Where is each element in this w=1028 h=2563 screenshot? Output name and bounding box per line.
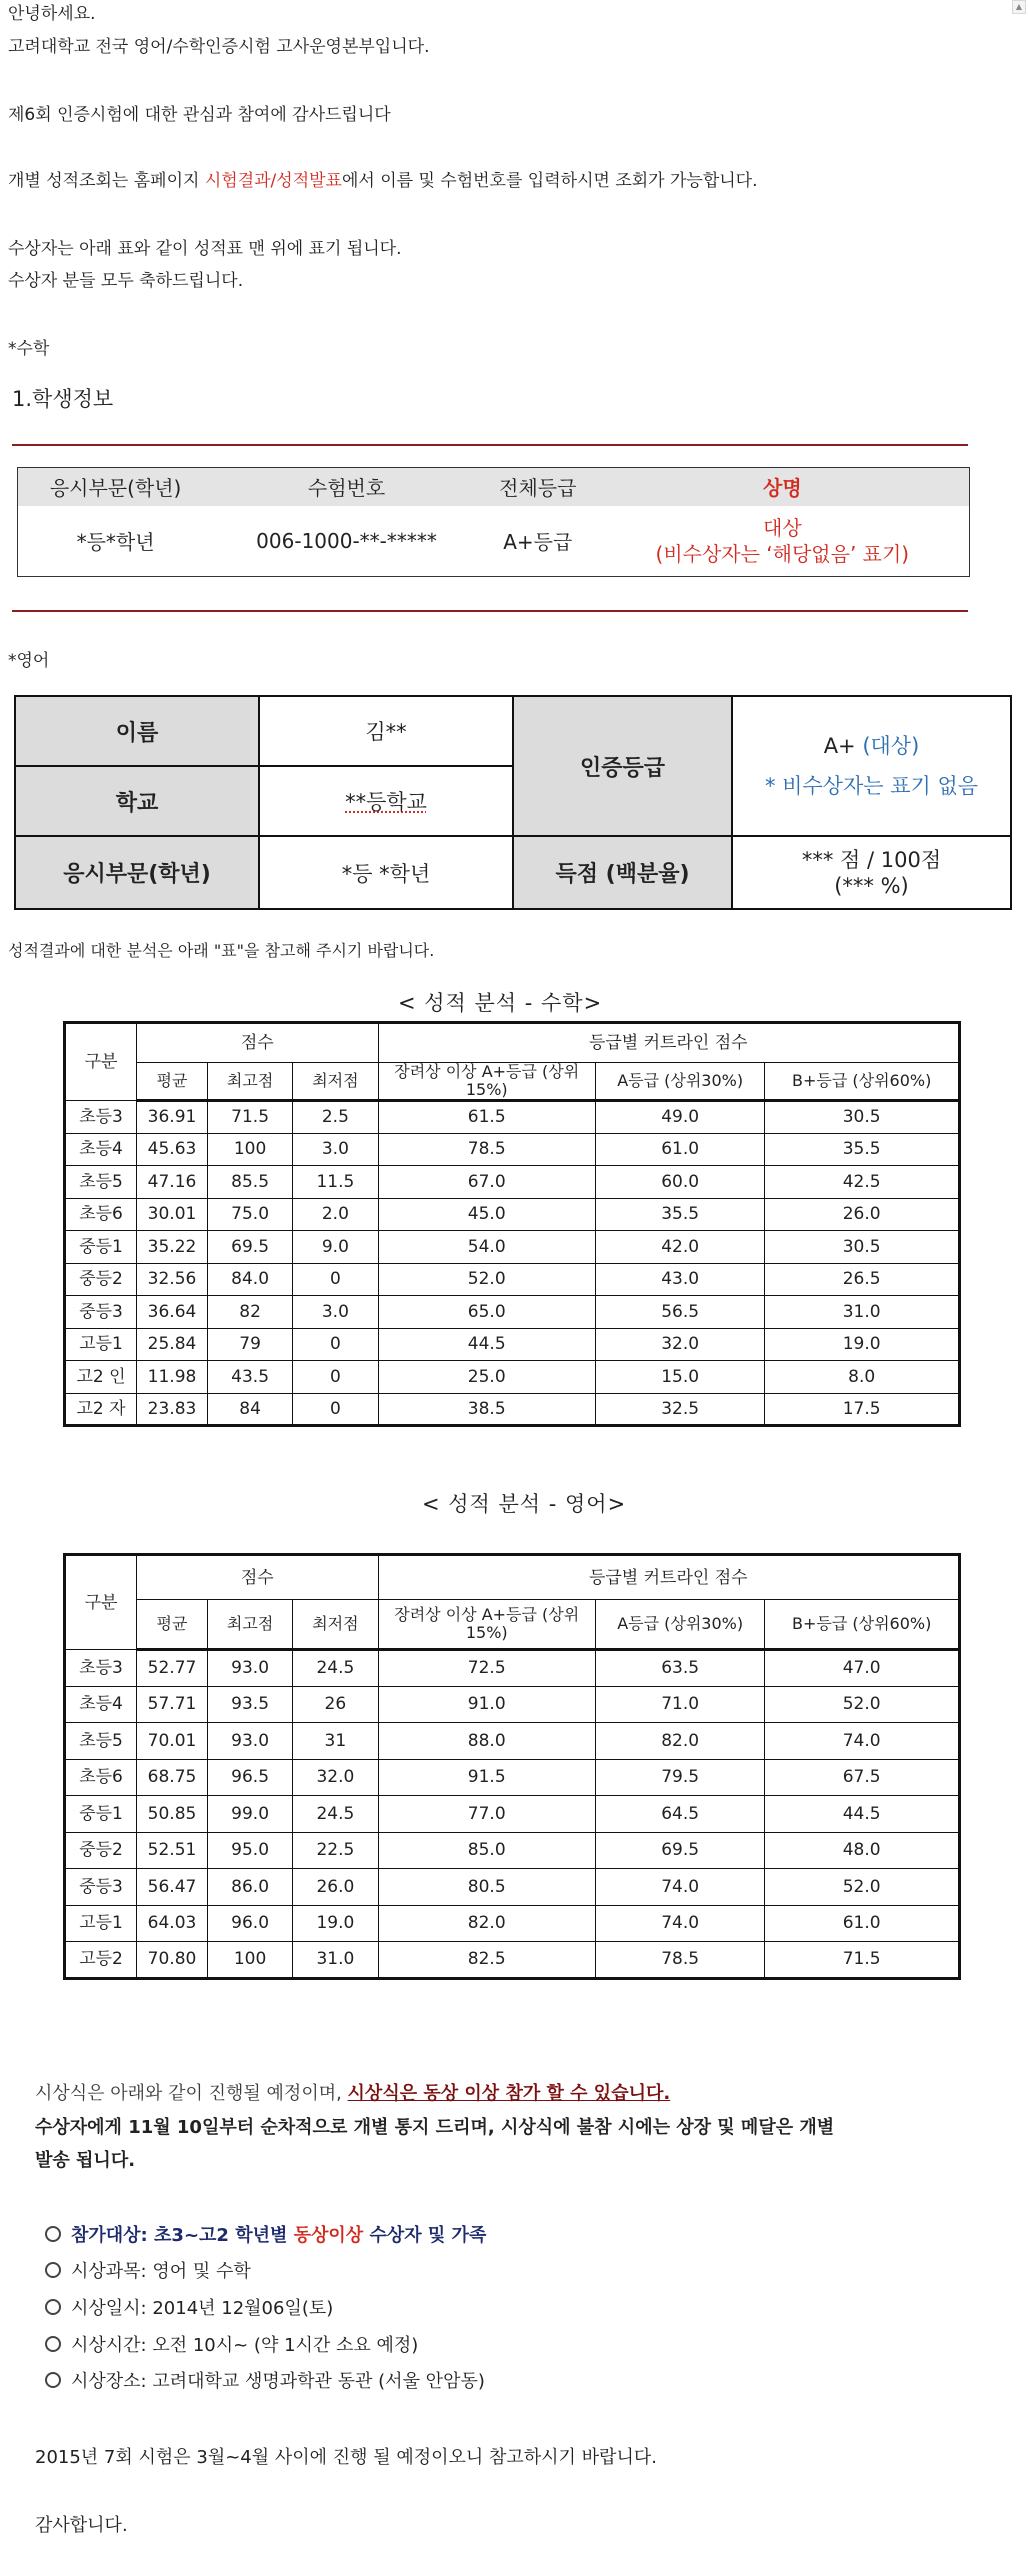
circle-bullet-icon [45, 2226, 61, 2242]
table-cell: 44.5 [378, 1328, 595, 1361]
header-overall-grade: 전체등급 [499, 476, 577, 501]
table-cell: 25.0 [378, 1361, 595, 1394]
cutline-header: 등급별 커트라인 점수 [378, 1555, 959, 1600]
info-label: 시상과목: [71, 2261, 153, 2282]
column-header: A등급 (상위30%) [595, 1600, 764, 1650]
value-award [596, 506, 970, 577]
table-cell: 56.47 [137, 1869, 208, 1906]
table-cell: 3.0 [293, 1296, 378, 1329]
info-value-c: 수상자 및 가족 [363, 2225, 487, 2246]
table-header-row [65, 1555, 960, 1600]
table-cell: 99.0 [207, 1796, 292, 1833]
table-cell: 24.5 [293, 1796, 378, 1833]
row-label: 고등1 [65, 1905, 137, 1942]
analysis-note: 성적결과에 대한 분석은 아래 "표"을 참고해 주시기 바랍니다. [8, 941, 435, 960]
column-header: 평균 [137, 1063, 208, 1101]
table-cell: 32.5 [595, 1393, 764, 1426]
table-cell: 0 [293, 1361, 378, 1394]
grade-label: 인증등급 [513, 696, 732, 836]
lookup-text-post: 에서 이름 및 수험번호를 입력하시면 조회가 가능합니다. [341, 171, 758, 191]
table-cell: 35.5 [595, 1198, 764, 1231]
math-section-label: *수학 [8, 339, 50, 359]
math-student-info-table [17, 467, 970, 577]
table-cell: 11.5 [293, 1166, 378, 1199]
table-cell: 49.0 [595, 1101, 764, 1134]
table-cell: 80.5 [378, 1869, 595, 1906]
group-header: 구분 [65, 1023, 137, 1101]
ceremony-line-1-underline: 시상식은 동상 이상 참가 할 수 있습니다. [347, 2083, 671, 2104]
row-label: 초등4 [65, 1133, 137, 1166]
row-label: 초등6 [65, 1759, 137, 1796]
score-header: 점수 [137, 1555, 378, 1600]
row-label: 중등3 [65, 1869, 137, 1906]
info-label: 시상장소: [71, 2371, 153, 2392]
division-label: 응시부문(학년) [15, 836, 259, 909]
row-label: 고2 자 [65, 1393, 137, 1426]
table-cell: 82.0 [378, 1905, 595, 1942]
table-cell: 86.0 [207, 1869, 292, 1906]
table-row [65, 1133, 960, 1166]
lookup-text [8, 170, 758, 192]
column-header: 장려상 이상 A+등급 (상위15%) [378, 1063, 595, 1101]
table-cell: 71.0 [595, 1686, 764, 1723]
table-cell: 19.0 [293, 1905, 378, 1942]
table-cell: 68.75 [137, 1759, 208, 1796]
table-cell: 31.0 [765, 1296, 960, 1329]
row-label: 초등5 [65, 1166, 137, 1199]
header-division: 응시부문(학년) [49, 476, 182, 501]
table-cell: 74.0 [765, 1723, 960, 1760]
column-header: 최저점 [293, 1600, 378, 1650]
table-subheader-row [65, 1063, 960, 1101]
table-cell: 84 [207, 1393, 292, 1426]
table-cell: 74.0 [595, 1905, 764, 1942]
notice-text-2: 수상자 분들 모두 축하드립니다. [8, 271, 244, 291]
ceremony-line-3: 발송 됩니다. [35, 2150, 136, 2171]
table-cell: 67.0 [378, 1166, 595, 1199]
table-row [65, 1650, 960, 1687]
table-cell: 52.0 [765, 1686, 960, 1723]
table-cell: 100 [207, 1942, 292, 1979]
math-table-caption: < 성적 분석 - 수학> [398, 991, 603, 1015]
score-header: 점수 [137, 1023, 378, 1063]
table-row [65, 1796, 960, 1833]
table-cell: 82 [207, 1296, 292, 1329]
info-label: 시상일시: [71, 2298, 153, 2319]
table-cell: 70.01 [137, 1723, 208, 1760]
table-cell: 9.0 [293, 1231, 378, 1264]
info-value-a: 초3~고2 학년별 [154, 2225, 294, 2246]
table-cell: 42.0 [595, 1231, 764, 1264]
table-cell: 48.0 [765, 1832, 960, 1869]
column-header: A등급 (상위30%) [595, 1063, 764, 1101]
table-cell: 84.0 [207, 1263, 292, 1296]
english-analysis-table [63, 1553, 961, 1980]
table-cell: 65.0 [378, 1296, 595, 1329]
table-row [65, 1832, 960, 1869]
row-label: 초등5 [65, 1723, 137, 1760]
name-value: 김** [259, 696, 513, 766]
table-cell: 60.0 [595, 1166, 764, 1199]
school-value: **등학교 [259, 766, 513, 836]
table-cell: 61.0 [595, 1133, 764, 1166]
cutline-header: 등급별 커트라인 점수 [378, 1023, 959, 1063]
table-cell: 36.91 [137, 1101, 208, 1134]
info-value-b: 동상이상 [293, 2225, 364, 2246]
student-info-subtitle: 1.학생정보 [12, 387, 114, 411]
table-cell: 56.5 [595, 1296, 764, 1329]
table-cell: 17.5 [765, 1393, 960, 1426]
table-cell: 26.0 [765, 1198, 960, 1231]
table-cell: 50.85 [137, 1796, 208, 1833]
results-page-link[interactable]: 시험결과/성적발표 [204, 171, 342, 191]
table-cell: 32.0 [293, 1759, 378, 1796]
row-label: 초등6 [65, 1198, 137, 1231]
info-item-date [45, 2294, 333, 2320]
info-value: 고려대학교 생명과학관 동관 (서울 안암동) [152, 2371, 485, 2392]
thanks-text: 제6회 인증시험에 대한 관심과 참여에 감사드립니다 [8, 105, 391, 125]
table-cell: 64.03 [137, 1905, 208, 1942]
header-award-name: 상명 [763, 476, 802, 501]
greeting-text: 안녕하세요. [8, 4, 96, 24]
table-cell: 61.5 [378, 1101, 595, 1134]
info-item-subjects [45, 2257, 251, 2283]
table-row [65, 1296, 960, 1329]
table-cell: 52.0 [765, 1869, 960, 1906]
table-cell: 91.5 [378, 1759, 595, 1796]
table-cell: 32.0 [595, 1328, 764, 1361]
table-cell: 52.51 [137, 1832, 208, 1869]
award-note: (비수상자는 ‘해당없음’ 표기) [655, 541, 910, 566]
table-cell: 36.64 [137, 1296, 208, 1329]
table-cell: 63.5 [595, 1650, 764, 1687]
table-cell: 61.0 [765, 1905, 960, 1942]
table-row [65, 1198, 960, 1231]
table-cell: 35.5 [765, 1133, 960, 1166]
table-cell: 3.0 [293, 1133, 378, 1166]
table-row [65, 1263, 960, 1296]
row-label: 중등2 [65, 1832, 137, 1869]
table-cell: 31 [293, 1723, 378, 1760]
table-cell: 69.5 [207, 1231, 292, 1264]
value-exam-number: 006-1000-**-***** [256, 528, 437, 553]
english-student-info-table [14, 695, 1012, 910]
notice-text-1: 수상자는 아래 표와 같이 성적표 맨 위에 표기 됩니다. [8, 239, 402, 259]
english-table-caption: < 성적 분석 - 영어> [422, 1492, 627, 1516]
column-header: B+등급 (상위60%) [765, 1063, 960, 1101]
table-row [65, 1361, 960, 1394]
red-divider-bottom [12, 610, 968, 612]
table-cell: 43.0 [595, 1263, 764, 1296]
table-cell: 74.0 [595, 1869, 764, 1906]
table-cell: 26.0 [293, 1869, 378, 1906]
table-cell: 26 [293, 1686, 378, 1723]
value-division: *등*학년 [76, 530, 155, 555]
info-item-place [45, 2367, 485, 2393]
table-cell: 8.0 [765, 1361, 960, 1394]
table-cell: 93.0 [207, 1650, 292, 1687]
table-cell: 71.5 [765, 1942, 960, 1979]
value-overall-grade: A+등급 [503, 530, 573, 555]
table-cell: 25.84 [137, 1328, 208, 1361]
table-cell: 82.0 [595, 1723, 764, 1760]
table-cell: 26.5 [765, 1263, 960, 1296]
table-cell: 78.5 [378, 1133, 595, 1166]
table-row [65, 1905, 960, 1942]
table-cell: 67.5 [765, 1759, 960, 1796]
table-cell: 38.5 [378, 1393, 595, 1426]
table-cell: 52.77 [137, 1650, 208, 1687]
row-label: 고2 인 [65, 1361, 137, 1394]
info-value: 오전 10시~ (약 1시간 소요 예정) [152, 2335, 419, 2356]
table-cell: 96.5 [207, 1759, 292, 1796]
table-cell: 75.0 [207, 1198, 292, 1231]
table-row [65, 1166, 960, 1199]
table-row [65, 1723, 960, 1760]
grade-value-cell [732, 696, 1011, 836]
table-cell: 15.0 [595, 1361, 764, 1394]
table-cell: 2.5 [293, 1101, 378, 1134]
group-header: 구분 [65, 1555, 137, 1650]
info-label: 시상시간: [71, 2335, 153, 2356]
table-cell: 78.5 [595, 1942, 764, 1979]
table-cell: 77.0 [378, 1796, 595, 1833]
table-cell: 85.0 [378, 1832, 595, 1869]
info-value: 2014년 12월06일(토) [152, 2298, 334, 2319]
row-label: 고등1 [65, 1328, 137, 1361]
table-cell: 45.63 [137, 1133, 208, 1166]
award-value: 대상 [763, 515, 802, 540]
column-header: B+등급 (상위60%) [765, 1600, 960, 1650]
score-value-2: (*** %) [834, 873, 909, 898]
score-label: 득점 (백분율) [513, 836, 732, 909]
row-label: 중등1 [65, 1796, 137, 1833]
english-section-label: *영어 [8, 651, 50, 671]
table-cell: 96.0 [207, 1905, 292, 1942]
header-exam-number: 수험번호 [307, 476, 386, 501]
ceremony-line-2: 수상자에게 11월 10일부터 순차적으로 개별 통지 드리며, 시상식에 불참 시에는 상장 및 메달은 개별 [35, 2117, 835, 2138]
table-cell: 64.5 [595, 1796, 764, 1833]
table-cell: 95.0 [207, 1832, 292, 1869]
info-item-participants [45, 2221, 486, 2247]
red-divider-top [12, 444, 968, 446]
row-label: 초등3 [65, 1650, 137, 1687]
grade-value-line [734, 726, 1009, 766]
table-cell: 30.5 [765, 1101, 960, 1134]
score-value-cell [732, 836, 1011, 909]
organization-text: 고려대학교 전국 영어/수학인증시험 고사운영본부입니다. [8, 37, 430, 57]
circle-bullet-icon [45, 2262, 61, 2278]
table-row [65, 1231, 960, 1264]
table-subheader-row [65, 1600, 960, 1650]
table-cell: 79 [207, 1328, 292, 1361]
table-cell: 79.5 [595, 1759, 764, 1796]
ceremony-line-1 [35, 2083, 670, 2105]
table-cell: 54.0 [378, 1231, 595, 1264]
column-header: 최저점 [293, 1063, 378, 1101]
table-cell: 100 [207, 1133, 292, 1166]
table-cell: 43.5 [207, 1361, 292, 1394]
row-label: 고등2 [65, 1942, 137, 1979]
info-value: 영어 및 수학 [152, 2261, 251, 2282]
column-header: 최고점 [207, 1063, 292, 1101]
table-cell: 71.5 [207, 1101, 292, 1134]
table-header-row [65, 1023, 960, 1063]
math-analysis-table [63, 1021, 961, 1427]
circle-bullet-icon [45, 2372, 61, 2388]
table-cell: 0 [293, 1328, 378, 1361]
table-cell: 57.71 [137, 1686, 208, 1723]
column-header: 장려상 이상 A+등급 (상위15%) [378, 1600, 595, 1650]
table-cell: 22.5 [293, 1832, 378, 1869]
table-cell: 30.01 [137, 1198, 208, 1231]
table-row [65, 1869, 960, 1906]
row-label: 중등1 [65, 1231, 137, 1264]
grade-note: * 비수상자는 표기 없음 [764, 774, 979, 798]
table-row [65, 1101, 960, 1134]
table-cell: 35.22 [137, 1231, 208, 1264]
table-cell: 24.5 [293, 1650, 378, 1687]
lookup-text-pre: 개별 성적조회는 홈페이지 [8, 171, 205, 191]
table-cell: 70.80 [137, 1942, 208, 1979]
table-row [65, 1393, 960, 1426]
school-label: 학교 [15, 766, 259, 836]
table-cell: 93.0 [207, 1723, 292, 1760]
circle-bullet-icon [45, 2336, 61, 2352]
table-cell: 47.16 [137, 1166, 208, 1199]
table-row [65, 1942, 960, 1979]
circle-bullet-icon [45, 2299, 61, 2315]
table-cell: 45.0 [378, 1198, 595, 1231]
table-cell: 42.5 [765, 1166, 960, 1199]
table-cell: 44.5 [765, 1796, 960, 1833]
table-cell: 0 [293, 1263, 378, 1296]
table-cell: 52.0 [378, 1263, 595, 1296]
closing-text: 감사합니다. [35, 2515, 128, 2536]
table-cell: 72.5 [378, 1650, 595, 1687]
score-value-1: *** 점 / 100점 [801, 847, 942, 872]
table-cell: 82.5 [378, 1942, 595, 1979]
table-cell: 31.0 [293, 1942, 378, 1979]
row-label: 중등2 [65, 1263, 137, 1296]
column-header: 최고점 [207, 1600, 292, 1650]
row-label: 초등3 [65, 1101, 137, 1134]
grade-value: A+ [823, 734, 863, 758]
table-cell: 85.5 [207, 1166, 292, 1199]
table-cell: 47.0 [765, 1650, 960, 1687]
table-cell: 69.5 [595, 1832, 764, 1869]
table-cell: 0 [293, 1393, 378, 1426]
info-label: 참가대상: [71, 2225, 155, 2246]
name-label: 이름 [15, 696, 259, 766]
next-exam-note: 2015년 7회 시험은 3월~4월 사이에 진행 될 예정이오니 참고하시기 바랍니다. [35, 2447, 657, 2468]
table-row [65, 1759, 960, 1796]
row-label: 초등4 [65, 1686, 137, 1723]
table-cell: 30.5 [765, 1231, 960, 1264]
table-cell: 93.5 [207, 1686, 292, 1723]
row-label: 중등3 [65, 1296, 137, 1329]
ceremony-line-1-pre: 시상식은 아래와 같이 진행될 예정이며, [35, 2083, 348, 2104]
table-row [65, 1686, 960, 1723]
table-cell: 11.98 [137, 1361, 208, 1394]
scroll-up-arrow-icon[interactable]: ▲ [1012, 0, 1026, 14]
table-cell: 23.83 [137, 1393, 208, 1426]
column-header: 평균 [137, 1600, 208, 1650]
table-cell: 19.0 [765, 1328, 960, 1361]
table-cell: 91.0 [378, 1686, 595, 1723]
info-item-time [45, 2331, 418, 2357]
table-row [65, 1328, 960, 1361]
grade-award: (대상) [862, 734, 920, 758]
table-cell: 2.0 [293, 1198, 378, 1231]
table-cell: 32.56 [137, 1263, 208, 1296]
division-value: *등 *학년 [259, 836, 513, 909]
table-cell: 88.0 [378, 1723, 595, 1760]
